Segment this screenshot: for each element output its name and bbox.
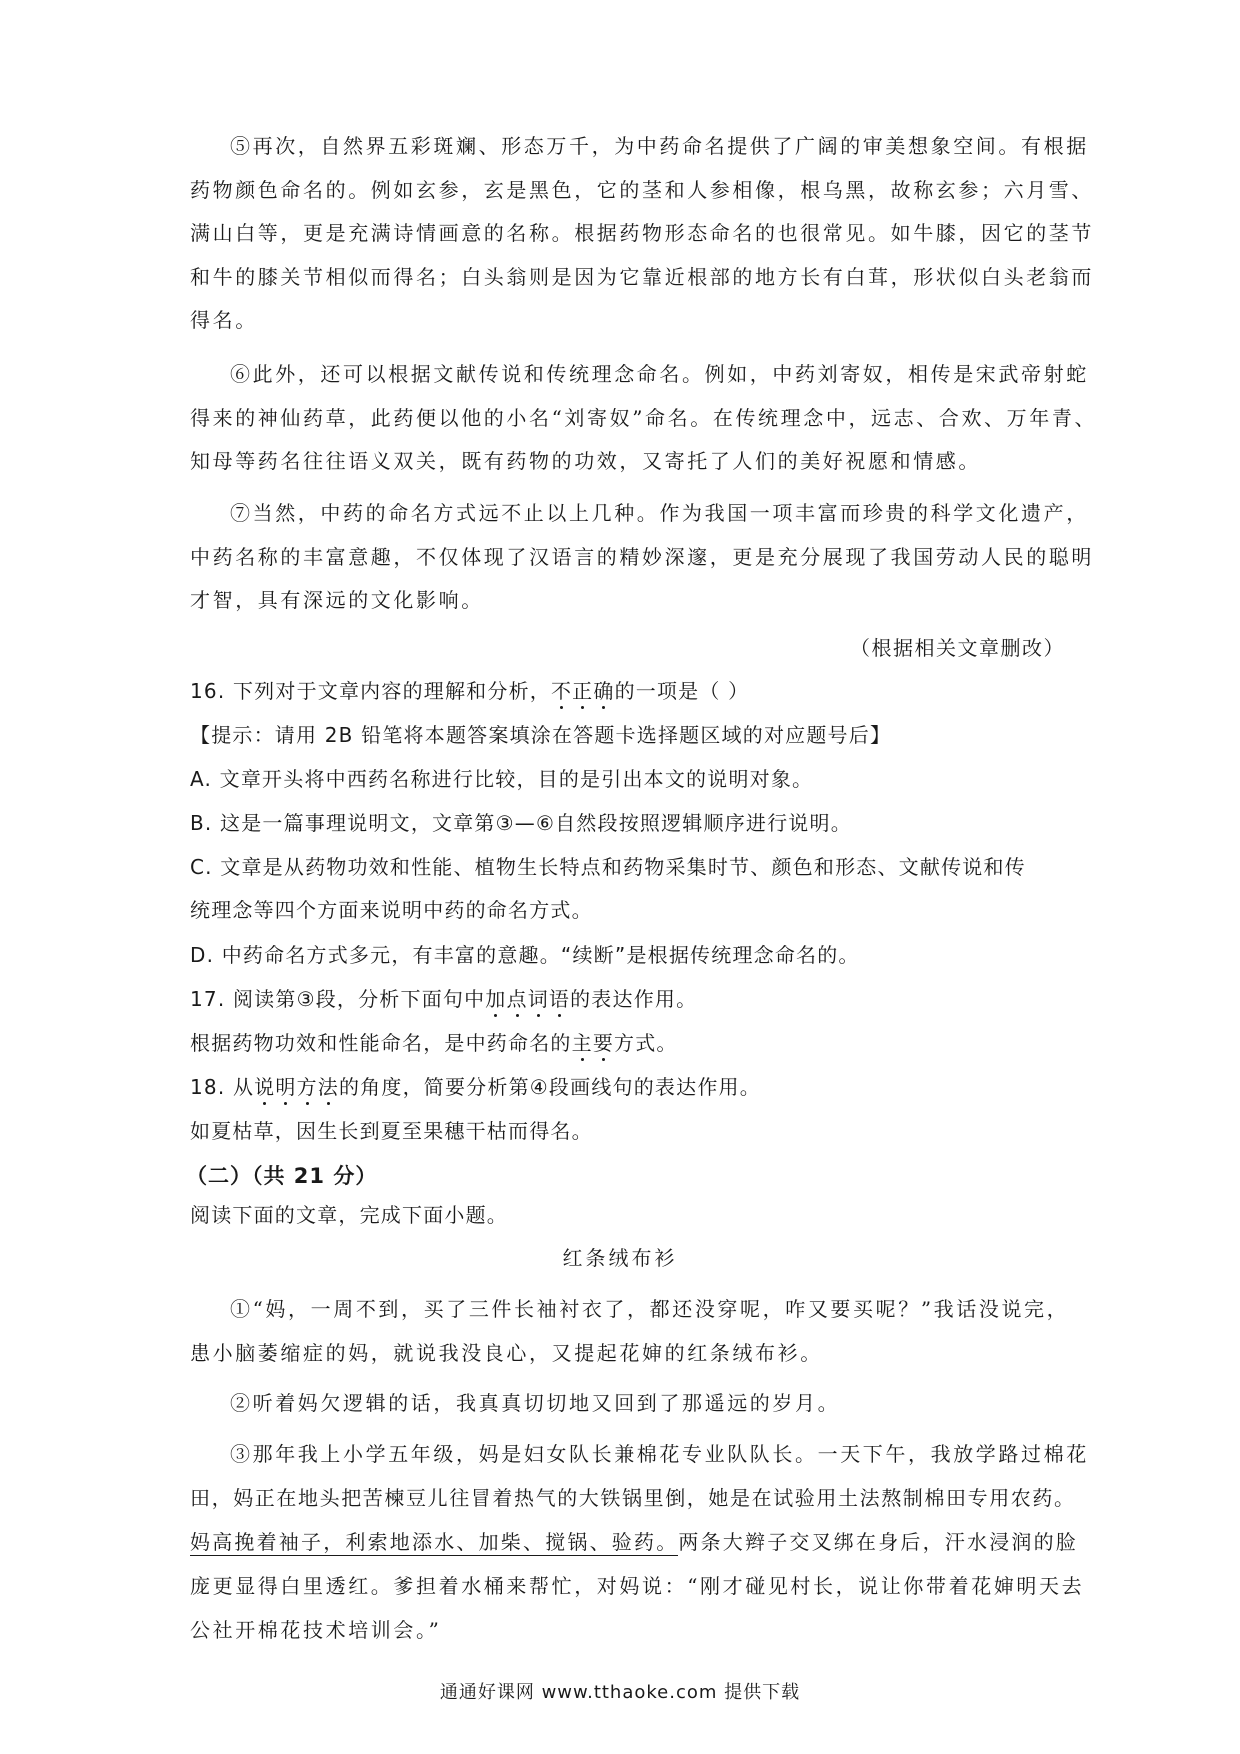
story-title: 红条绒布衫	[562, 1246, 678, 1270]
emphasis-dot-char: 主	[571, 1031, 593, 1055]
story-p3-line-1: ③那年我上小学五年级，妈是妇女队长兼棉花专业队队长。一天下午，我放学路过棉花	[230, 1442, 1089, 1466]
emphasis-dot-char: 确	[593, 679, 615, 703]
question-18-sentence: 如夏枯草，因生长到夏至果穗干枯而得名。	[190, 1119, 593, 1143]
question-16-text: 16. 下列对于文章内容的理解和分析，	[190, 679, 551, 703]
question-18	[190, 1073, 1060, 1101]
paragraph-5-line-5: 得名。	[190, 308, 258, 332]
emphasis-dot-char: 正	[572, 679, 594, 703]
option-d: D. 中药命名方式多元，有丰富的意趣。“续断”是根据传统理念命名的。	[190, 943, 860, 967]
emphasis-dot-char: 明	[275, 1075, 297, 1099]
question-17-sentence-text: 根据药物功效和性能命名，是中药命名的	[190, 1031, 572, 1055]
question-18-tail: 的角度，简要分析第④段画线句的表达作用。	[338, 1075, 761, 1099]
emphasis-dot-char: 语	[548, 987, 571, 1011]
question-17-sentence	[190, 1029, 1060, 1057]
paragraph-5-line-2: 药物颜色命名的。例如玄参，玄是黑色，它的茎和人参相像，根乌黑，故称玄参；六月雪、	[190, 178, 1094, 202]
emphasis-dot-char: 要	[592, 1031, 615, 1055]
emphasis-dot-char: 加	[485, 987, 507, 1011]
emphasis-dot-char: 说	[254, 1075, 276, 1099]
option-a: A. 文章开头将中西药名称进行比较，目的是引出本文的说明对象。	[190, 767, 814, 791]
question-17-text: 17. 阅读第③段，分析下面句中	[190, 987, 486, 1011]
paragraph-7-line-1: ⑦当然，中药的命名方式远不止以上几种。作为我国一项丰富而珍贵的科学文化遗产，	[230, 501, 1089, 525]
paragraph-5-line-3: 满山白等，更是充满诗情画意的名称。根据药物形态命名的也很常见。如牛膝，因它的茎节	[190, 221, 1094, 245]
question-17	[190, 985, 1060, 1013]
underlined-sentence: 妈高挽着袖子，利索地添水、加柴、搅锅、验药。	[190, 1530, 679, 1554]
source-note: （根据相关文章删改）	[850, 636, 1065, 660]
question-17-sentence-tail: 方式。	[614, 1031, 678, 1055]
paragraph-6-line-1: ⑥此外，还可以根据文献传说和传统理念命名。例如，中药刘寄奴，相传是宋武帝射蛇	[230, 362, 1089, 386]
option-c-line-2: 统理念等四个方面来说明中药的命名方式。	[190, 898, 593, 922]
paragraph-6-line-3: 知母等药名往往语义双关，既有药物的功效，又寄托了人们的美好祝愿和情感。	[190, 449, 981, 473]
paragraph-5-line-1: ⑤再次，自然界五彩斑斓、形态万千，为中药命名提供了广阔的审美想象空间。有根据	[230, 134, 1089, 158]
section-2-heading: （二）（共 21 分）	[186, 1164, 378, 1188]
section-2-instruction: 阅读下面的文章，完成下面小题。	[190, 1203, 508, 1227]
emphasis-dot-char: 法	[317, 1075, 339, 1099]
paragraph-7-line-3: 才智，具有深远的文化影响。	[190, 588, 484, 612]
story-p1-line-2: 患小脑萎缩症的妈，就说我没良心，又提起花婶的红条绒布衫。	[190, 1341, 823, 1365]
emphasis-dot-char: 点	[506, 987, 528, 1011]
paragraph-5-line-4: 和牛的膝关节相似而得名；白头翁则是因为它靠近根部的地方长有白茸，形状似白头老翁而	[190, 265, 1094, 289]
question-18-text: 18. 从	[190, 1075, 255, 1099]
story-p3-line-2: 田，妈正在地头把苦楝豆儿往冒着热气的大铁锅里倒，她是在试验用土法熬制棉田专用农药。	[190, 1486, 1076, 1510]
paragraph-6-line-2: 得来的神仙药草，此药便以他的小名“刘寄奴”命名。在传统理念中，远志、合欢、万年青、	[190, 406, 1098, 430]
answer-hint: 【提示：请用 2B 铅笔将本题答案填涂在答题卡选择题区域的对应题号后】	[190, 723, 892, 747]
story-p2: ②听着妈欠逻辑的话，我真真切切地又回到了那遥远的岁月。	[230, 1391, 841, 1415]
question-16	[190, 677, 1060, 705]
story-p3-line-3-tail: 两条大辫子交叉绑在身后，汗水浸润的脸	[678, 1530, 1079, 1554]
footer-watermark: 通通好课网 www.tthaoke.com 提供下载	[439, 1682, 801, 1703]
story-p3-line-5: 公社开棉花技术培训会。”	[190, 1618, 442, 1642]
story-p3-line-3	[190, 1528, 1079, 1556]
option-c-line-1: C. 文章是从药物功效和性能、植物生长特点和药物采集时节、颜色和形态、文献传说和传	[190, 855, 1026, 879]
emphasis-dot-char: 词	[527, 987, 549, 1011]
emphasis-dot-char: 不	[550, 679, 573, 703]
option-b: B. 这是一篇事理说明文，文章第③—⑥自然段按照逻辑顺序进行说明。	[190, 811, 852, 835]
story-p3-line-4: 庞更显得白里透红。爹担着水桶来帮忙，对妈说：“刚才碰见村长，说让你带着花婶明天去	[190, 1574, 1085, 1598]
paragraph-7-line-2: 中药名称的丰富意趣，不仅体现了汉语言的精妙深邃，更是充分展现了我国劳动人民的聪明	[190, 545, 1094, 569]
question-17-tail: 的表达作用。	[570, 987, 698, 1011]
emphasis-dot-char: 方	[296, 1075, 318, 1099]
story-p1-line-1: ①“妈，一周不到，买了三件长袖衬衣了，都还没穿呢，咋又要买呢？”我话没说完，	[230, 1297, 1070, 1321]
question-16-tail: 的一项是（ ）	[614, 679, 750, 703]
